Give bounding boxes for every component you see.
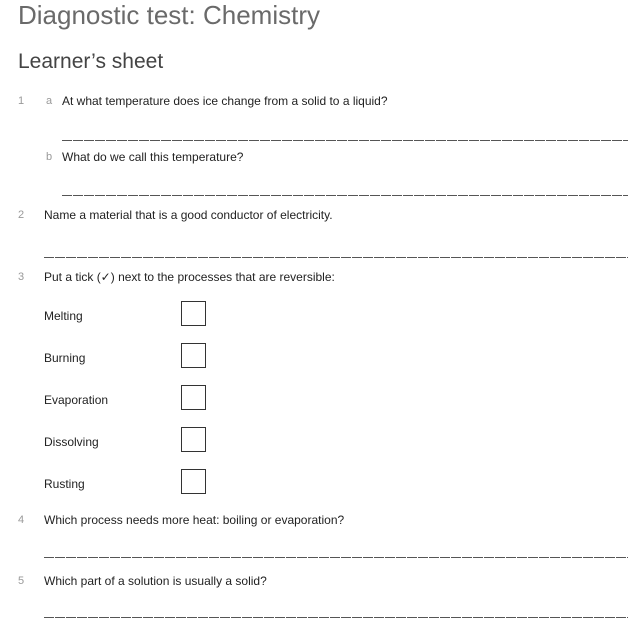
tick-box-dissolving[interactable] — [181, 427, 206, 452]
process-label: Burning — [44, 351, 86, 365]
question-text: Put a tick (✓) next to the processes that are reversible: — [44, 270, 335, 284]
question-number: 2 — [18, 209, 25, 221]
tick-box-rusting[interactable] — [181, 469, 206, 494]
process-label: Dissolving — [44, 435, 99, 449]
question-text: Name a material that is a good conductor of electricity. — [44, 208, 333, 222]
question-text: At what temperature does ice change from a solid to a liquid? — [62, 94, 388, 108]
answer-line[interactable] — [44, 617, 628, 618]
question-number: 1 — [18, 95, 25, 107]
page-title: Diagnostic test: Chemistry — [18, 0, 320, 30]
process-label: Rusting — [44, 477, 85, 491]
process-label: Evaporation — [44, 393, 109, 407]
tick-box-burning[interactable] — [181, 343, 206, 368]
question-text: Which process needs more heat: boiling or evaporation? — [44, 513, 345, 527]
page-subtitle: Learner’s sheet — [18, 50, 164, 73]
answer-line[interactable] — [44, 557, 628, 558]
question-number: 4 — [18, 514, 25, 526]
tick-box-melting[interactable] — [181, 301, 206, 326]
question-number: 3 — [18, 271, 25, 283]
answer-line[interactable] — [44, 257, 628, 258]
question-text: What do we call this temperature? — [62, 150, 244, 164]
tick-box-evaporation[interactable] — [181, 385, 206, 410]
part-letter: b — [46, 151, 53, 163]
answer-line[interactable] — [62, 195, 628, 196]
process-label: Melting — [44, 309, 83, 323]
answer-line[interactable] — [62, 140, 628, 141]
question-number: 5 — [18, 575, 25, 587]
question-text: Which part of a solution is usually a solid? — [44, 574, 267, 588]
part-letter: a — [46, 95, 53, 107]
